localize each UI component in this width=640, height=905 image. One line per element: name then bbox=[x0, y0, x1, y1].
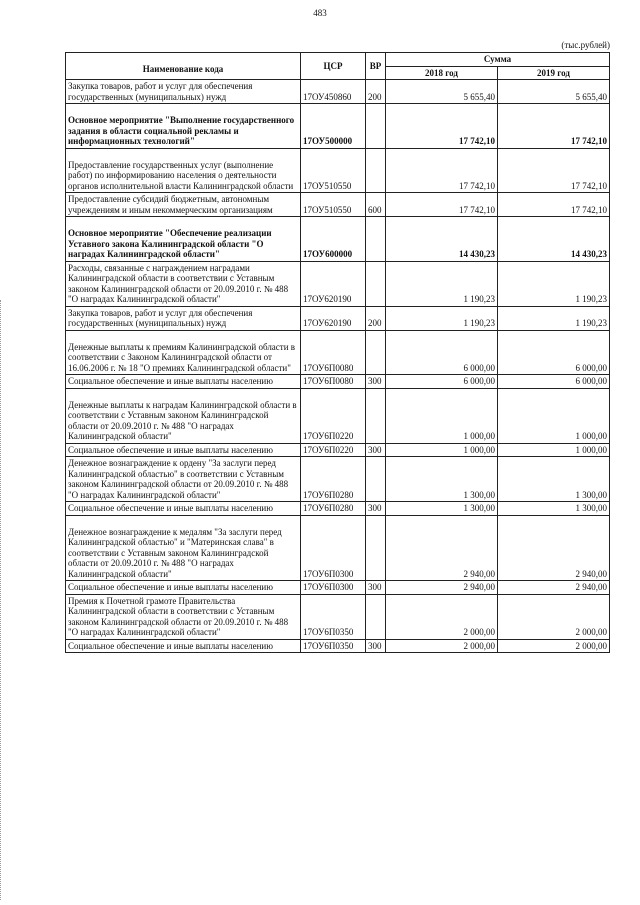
row-name-cell: Социальное обеспечение и иные выплаты населению bbox=[66, 502, 301, 516]
row-2019-cell: 1 300,00 bbox=[498, 502, 610, 516]
row-vr-cell bbox=[366, 104, 386, 149]
row-name-cell: Основное мероприятие "Обеспечение реализации Уставного закона Калининградской области "О наградах Калининградской области" bbox=[66, 217, 301, 262]
units-label: (тыс.рублей) bbox=[561, 40, 610, 50]
header-vr: ВР bbox=[366, 53, 386, 80]
row-2018-cell: 5 655,40 bbox=[386, 80, 498, 104]
table-row bbox=[66, 581, 610, 595]
row-2018-cell: 2 940,00 bbox=[386, 515, 498, 581]
row-csr-cell: 17ОУ6П0220 bbox=[301, 388, 366, 443]
row-csr-cell: 17ОУ450860 bbox=[301, 80, 366, 104]
table-row bbox=[66, 148, 610, 193]
table-row bbox=[66, 388, 610, 443]
row-name-cell: Предоставление субсидий бюджетным, автономным учреждениям и иным некоммерческим организациям bbox=[66, 193, 301, 217]
row-csr-cell: 17ОУ6П0220 bbox=[301, 443, 366, 457]
row-csr-cell: 17ОУ6П0280 bbox=[301, 502, 366, 516]
row-name-cell: Закупка товаров, работ и услуг для обеспечения государственных (муниципальных) нужд bbox=[66, 80, 301, 104]
row-vr-cell: 300 bbox=[366, 502, 386, 516]
budget-table bbox=[65, 52, 610, 653]
row-2018-cell: 1 190,23 bbox=[386, 261, 498, 306]
row-2018-cell: 17 742,10 bbox=[386, 104, 498, 149]
table-body bbox=[66, 80, 610, 653]
page-number: 483 bbox=[313, 8, 327, 18]
row-name-cell: Социальное обеспечение и иные выплаты населению bbox=[66, 443, 301, 457]
row-2019-cell: 2 940,00 bbox=[498, 515, 610, 581]
header-name: Наименование кода bbox=[66, 53, 301, 80]
table-row bbox=[66, 639, 610, 653]
row-csr-cell: 17ОУ6П0350 bbox=[301, 594, 366, 639]
row-vr-cell: 300 bbox=[366, 375, 386, 389]
row-2018-cell: 1 300,00 bbox=[386, 457, 498, 502]
header-csr: ЦСР bbox=[301, 53, 366, 80]
row-name-cell: Социальное обеспечение и иные выплаты населению bbox=[66, 639, 301, 653]
row-2019-cell: 1 000,00 bbox=[498, 443, 610, 457]
row-2018-cell: 1 190,23 bbox=[386, 306, 498, 330]
table-row bbox=[66, 217, 610, 262]
row-2018-cell: 14 430,23 bbox=[386, 217, 498, 262]
row-2018-cell: 6 000,00 bbox=[386, 375, 498, 389]
row-2018-cell: 2 940,00 bbox=[386, 581, 498, 595]
table-row bbox=[66, 330, 610, 375]
row-name-cell: Социальное обеспечение и иные выплаты населению bbox=[66, 375, 301, 389]
row-csr-cell: 17ОУ600000 bbox=[301, 217, 366, 262]
row-csr-cell: 17ОУ6П0080 bbox=[301, 330, 366, 375]
row-2019-cell: 2 000,00 bbox=[498, 594, 610, 639]
row-name-cell: Денежные выплаты к наградам Калининградской области в соответствии с Уставным законом Калининградской области от 20.09.2010 г. № 488 "О наградах Калининградской области" bbox=[66, 388, 301, 443]
margin-marks bbox=[0, 300, 7, 900]
row-csr-cell: 17ОУ6П0280 bbox=[301, 457, 366, 502]
row-2019-cell: 6 000,00 bbox=[498, 330, 610, 375]
row-vr-cell bbox=[366, 594, 386, 639]
row-2018-cell: 2 000,00 bbox=[386, 594, 498, 639]
row-vr-cell bbox=[366, 217, 386, 262]
row-csr-cell: 17ОУ6П0300 bbox=[301, 581, 366, 595]
row-vr-cell bbox=[366, 457, 386, 502]
row-vr-cell: 200 bbox=[366, 306, 386, 330]
row-2019-cell: 6 000,00 bbox=[498, 375, 610, 389]
row-2019-cell: 17 742,10 bbox=[498, 104, 610, 149]
row-2018-cell: 1 000,00 bbox=[386, 443, 498, 457]
row-vr-cell bbox=[366, 388, 386, 443]
row-name-cell: Расходы, связанные с награждением наградами Калининградской области в соответствии с Уставным законом Калининградской области от 20.09.2010 г. № 488 "О наградах Калининградской области" bbox=[66, 261, 301, 306]
row-2019-cell: 1 190,23 bbox=[498, 261, 610, 306]
row-vr-cell: 300 bbox=[366, 581, 386, 595]
row-name-cell: Денежные выплаты к премиям Калининградской области в соответствии с Законом Калининградской области от 16.06.2006 г. № 18 "О премиях Калининградской области" bbox=[66, 330, 301, 375]
row-name-cell: Денежное вознаграждение к медалям "За заслуги перед Калининградской областью" и "Материнская слава" в соответствии с Уставным законом Калининградской области от 20.09.2010 г. № 488 "О наградах Калининградской области" bbox=[66, 515, 301, 581]
table-row bbox=[66, 457, 610, 502]
row-vr-cell: 300 bbox=[366, 639, 386, 653]
row-vr-cell: 200 bbox=[366, 80, 386, 104]
row-vr-cell: 300 bbox=[366, 443, 386, 457]
table-row bbox=[66, 261, 610, 306]
table-row bbox=[66, 515, 610, 581]
row-2018-cell: 6 000,00 bbox=[386, 330, 498, 375]
header-2019: 2019 год bbox=[498, 66, 610, 80]
row-vr-cell bbox=[366, 330, 386, 375]
row-2018-cell: 17 742,10 bbox=[386, 193, 498, 217]
row-csr-cell: 17ОУ6П0350 bbox=[301, 639, 366, 653]
row-2019-cell: 1 000,00 bbox=[498, 388, 610, 443]
table-row bbox=[66, 193, 610, 217]
row-2018-cell: 17 742,10 bbox=[386, 148, 498, 193]
row-2019-cell: 17 742,10 bbox=[498, 148, 610, 193]
table-row bbox=[66, 502, 610, 516]
row-csr-cell: 17ОУ510550 bbox=[301, 148, 366, 193]
table-row bbox=[66, 80, 610, 104]
row-csr-cell: 17ОУ620190 bbox=[301, 261, 366, 306]
table-row bbox=[66, 306, 610, 330]
row-2018-cell: 2 000,00 bbox=[386, 639, 498, 653]
row-2019-cell: 1 190,23 bbox=[498, 306, 610, 330]
header-sum: Сумма bbox=[386, 53, 610, 67]
row-vr-cell bbox=[366, 148, 386, 193]
row-csr-cell: 17ОУ510550 bbox=[301, 193, 366, 217]
row-csr-cell: 17ОУ620190 bbox=[301, 306, 366, 330]
row-2019-cell: 2 940,00 bbox=[498, 581, 610, 595]
row-2019-cell: 2 000,00 bbox=[498, 639, 610, 653]
table-row bbox=[66, 104, 610, 149]
row-name-cell: Предоставление государственных услуг (выполнение работ) по информированию населения о деятельности органов исполнительной власти Калининградской области bbox=[66, 148, 301, 193]
row-name-cell: Закупка товаров, работ и услуг для обеспечения государственных (муниципальных) нужд bbox=[66, 306, 301, 330]
row-2018-cell: 1 300,00 bbox=[386, 502, 498, 516]
table-header bbox=[66, 53, 610, 80]
table-row bbox=[66, 594, 610, 639]
header-2018: 2018 год bbox=[386, 66, 498, 80]
row-2018-cell: 1 000,00 bbox=[386, 388, 498, 443]
table-row bbox=[66, 443, 610, 457]
row-vr-cell bbox=[366, 515, 386, 581]
row-csr-cell: 17ОУ6П0300 bbox=[301, 515, 366, 581]
row-vr-cell: 600 bbox=[366, 193, 386, 217]
row-2019-cell: 5 655,40 bbox=[498, 80, 610, 104]
row-name-cell: Премия к Почетной грамоте Правительства Калининградской области в соответствии с Уставным законом Калининградской области от 20.09.2010 г. № 488 "О наградах Калининградской области" bbox=[66, 594, 301, 639]
row-2019-cell: 14 430,23 bbox=[498, 217, 610, 262]
row-2019-cell: 17 742,10 bbox=[498, 193, 610, 217]
row-csr-cell: 17ОУ500000 bbox=[301, 104, 366, 149]
row-csr-cell: 17ОУ6П0080 bbox=[301, 375, 366, 389]
row-name-cell: Социальное обеспечение и иные выплаты населению bbox=[66, 581, 301, 595]
table-row bbox=[66, 375, 610, 389]
row-2019-cell: 1 300,00 bbox=[498, 457, 610, 502]
row-name-cell: Денежное вознаграждение к ордену "За заслуги перед Калининградской областью" в соответствии с Уставным законом Калининградской области от 20.09.2010 г. № 488 "О наградах Калининградской области" bbox=[66, 457, 301, 502]
row-vr-cell bbox=[366, 261, 386, 306]
row-name-cell: Основное мероприятие "Выполнение государственного задания в области социальной рекламы и информационных технологий" bbox=[66, 104, 301, 149]
